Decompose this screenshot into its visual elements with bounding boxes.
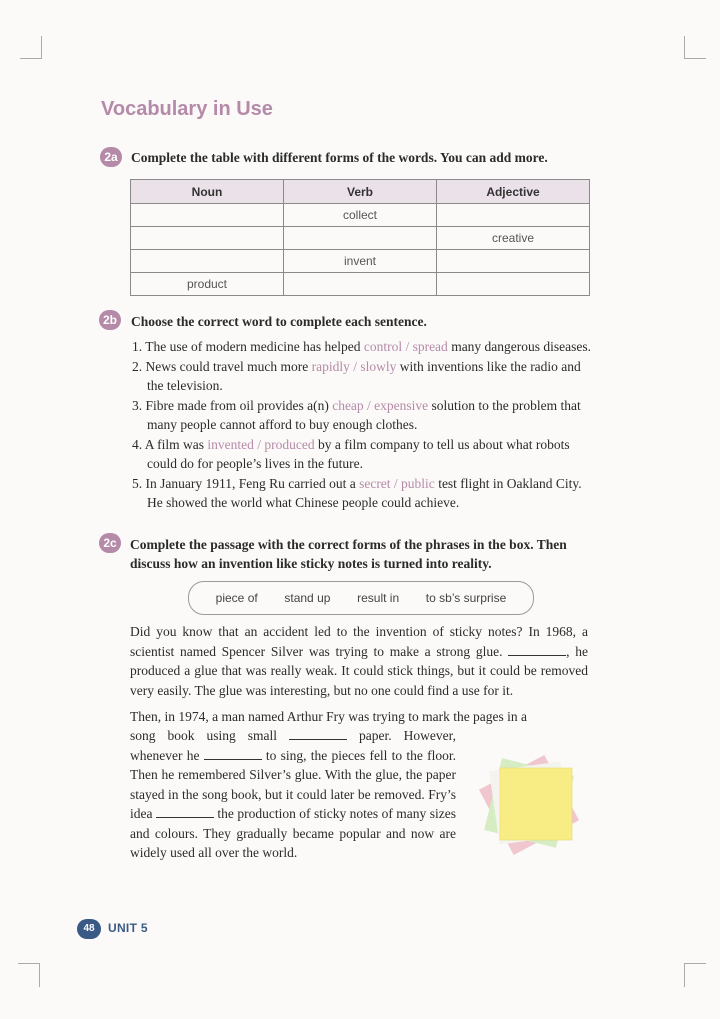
unit-label: UNIT 5	[108, 921, 148, 935]
crop-mark	[684, 963, 685, 987]
crop-mark	[20, 58, 42, 59]
table-cell[interactable]	[131, 227, 284, 250]
word-choice[interactable]: cheap / expensive	[332, 397, 429, 413]
phrase-box	[188, 581, 534, 615]
table-cell[interactable]	[437, 204, 590, 227]
word-forms-table	[130, 179, 590, 296]
sentence-list	[130, 337, 600, 513]
word-choice[interactable]: invented / produced	[207, 436, 315, 452]
phrase-item: result in	[357, 591, 400, 605]
list-item: 5. In January 1911, Feng Ru carried out a secret / public test flight in Oakland City. He showed the world what Chinese people could achieve.	[132, 475, 582, 510]
passage-paragraph-2-first-line: Then, in 1974, a man named Arthur Fry was trying to mark the pages in a	[130, 709, 528, 724]
answer-blank[interactable]	[204, 748, 262, 760]
crop-mark	[684, 963, 706, 964]
table-cell[interactable]: creative	[437, 227, 590, 250]
table-cell[interactable]: collect	[284, 204, 437, 227]
instruction-2b: Choose the correct word to complete each sentence.	[131, 314, 427, 329]
exercise-badge-2a: 2a	[100, 147, 122, 167]
table-cell[interactable]	[437, 250, 590, 273]
sticky-note-yellow	[500, 768, 572, 840]
list-item: 3. Fibre made from oil provides a(n) cheap / expensive solution to the problem that many people cannot afford to buy enough clothes.	[132, 397, 581, 432]
crop-mark	[41, 36, 42, 58]
table-header-row	[131, 180, 590, 204]
phrase-item: stand up	[284, 591, 331, 605]
table-cell[interactable]	[437, 273, 590, 296]
table-row	[131, 273, 590, 296]
answer-blank[interactable]	[289, 728, 347, 740]
phrase-item: piece of	[215, 591, 258, 605]
table-cell[interactable]	[284, 227, 437, 250]
answer-blank[interactable]	[508, 644, 566, 656]
page-number-badge: 48	[77, 919, 101, 939]
list-item: 4. A film was invented / produced by a film company to tell us about what robots could do for people’s lives in the future.	[132, 436, 570, 471]
table-cell[interactable]: invent	[284, 250, 437, 273]
table-cell[interactable]	[284, 273, 437, 296]
word-choice[interactable]: control / spread	[363, 339, 448, 354]
table-cell[interactable]	[131, 250, 284, 273]
crop-mark	[39, 963, 40, 987]
answer-blank[interactable]	[156, 806, 214, 818]
passage-paragraph-2: song book using small paper. However, whenever he to sing, the pieces fell to the floor. Then he remembered Silver’s glue. With the glue, the paper stayed in the song book, but it could later be removed. Fry’s idea the production of sticky notes of many sizes and colours. They gradually became popular and now are widely used all over the world.	[130, 728, 456, 860]
word-choice[interactable]: secret / public	[359, 475, 435, 491]
word-choice[interactable]: rapidly / slowly	[311, 358, 397, 374]
list-item: 1. The use of modern medicine has helped control / spread many dangerous diseases.	[132, 339, 592, 354]
table-row	[131, 204, 590, 227]
header-adjective: Adjective	[437, 180, 590, 204]
table-row	[131, 250, 590, 273]
section-title: Vocabulary in Use	[101, 98, 273, 120]
table-cell[interactable]	[131, 204, 284, 227]
instruction-2a: Complete the table with different forms of the words. You can add more.	[131, 150, 548, 165]
crop-mark	[684, 36, 685, 58]
crop-mark	[684, 58, 706, 59]
exercise-badge-2b: 2b	[99, 310, 121, 330]
header-verb: Verb	[284, 180, 437, 204]
phrase-item: to sb’s surprise	[425, 591, 507, 605]
sticky-notes-image	[470, 748, 590, 858]
passage-paragraph-1: Did you know that an accident led to the invention of sticky notes? In 1968, a scientist named Spencer Silver was trying to make a strong glue. , he produced a glue that was really weak. It could stick things, but it could be removed very easily. The glue was interesting, but no one could find a use for it.	[130, 624, 588, 698]
crop-mark	[18, 963, 40, 964]
table-cell[interactable]: product	[131, 273, 284, 296]
instruction-2c: Complete the passage with the correct forms of the phrases in the box. Then discuss how an invention like sticky notes is turned into reality.	[130, 537, 567, 571]
table-row	[131, 227, 590, 250]
exercise-badge-2c: 2c	[99, 533, 121, 553]
header-noun: Noun	[131, 180, 284, 204]
list-item: 2. News could travel much more rapidly / slowly with inventions like the radio and the television.	[132, 358, 581, 393]
